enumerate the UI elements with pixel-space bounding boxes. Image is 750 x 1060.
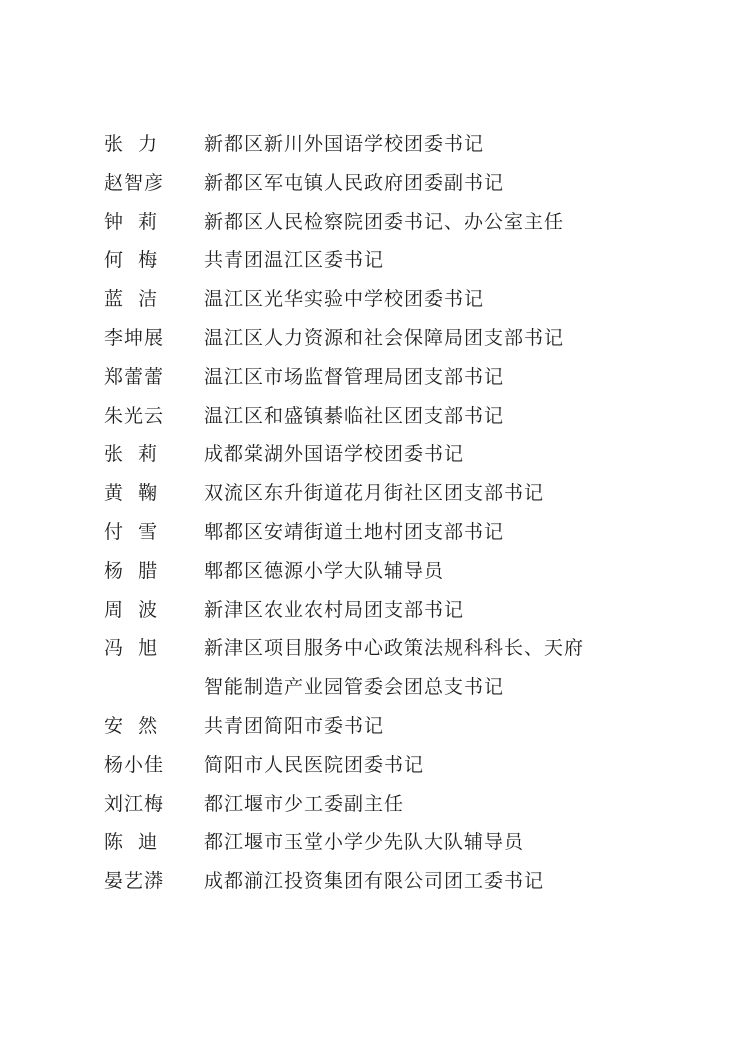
person-role — [204, 435, 594, 474]
role-text: 新都区军屯镇人民政府团委副书记 — [204, 171, 505, 194]
person-name: 李坤展 — [104, 326, 165, 349]
person-name: 何 梅 — [104, 249, 159, 272]
person-name: 安 然 — [104, 714, 159, 737]
person-role — [204, 397, 594, 436]
person-name: 钟 莉 — [104, 210, 159, 233]
list-item — [104, 280, 704, 319]
list-item — [104, 319, 704, 358]
person-name: 赵智彦 — [104, 171, 165, 194]
list-item — [104, 591, 704, 630]
person-role — [204, 474, 594, 513]
role-text: 都江堰市少工委副主任 — [204, 792, 405, 815]
person-name: 郑蕾蕾 — [104, 365, 165, 388]
person-role — [204, 164, 594, 203]
role-text-continuation: 智能制造产业园管委会团总支书记 — [204, 676, 505, 699]
role-text: 双流区东升街道花月街社区团支部书记 — [204, 482, 545, 505]
person-name: 杨 腊 — [104, 559, 159, 582]
person-name: 黄 鞠 — [104, 482, 159, 505]
list-item — [104, 203, 704, 242]
role-text: 都江堰市玉堂小学少先队大队辅导员 — [204, 831, 525, 854]
person-role — [204, 552, 594, 591]
person-name: 刘江梅 — [104, 792, 165, 815]
person-role — [204, 241, 594, 280]
role-text: 新都区新川外国语学校团委书记 — [204, 133, 485, 155]
role-text: 郫都区德源小学大队辅导员 — [204, 559, 445, 582]
person-role — [204, 203, 594, 242]
role-text: 简阳市人民医院团委书记 — [204, 753, 425, 776]
person-role — [204, 280, 594, 319]
person-role — [204, 823, 594, 862]
list-item — [104, 397, 704, 436]
person-name: 付 雪 — [104, 520, 159, 543]
list-item — [104, 629, 704, 707]
person-name: 张 力 — [104, 133, 159, 155]
person-role — [204, 513, 594, 552]
list-item — [104, 552, 704, 591]
list-item — [104, 358, 704, 397]
role-text: 新津区农业农村局团支部书记 — [204, 598, 465, 621]
person-name: 杨小佳 — [104, 753, 165, 776]
person-role — [204, 125, 594, 164]
list-item — [104, 125, 704, 164]
person-name: 周 波 — [104, 598, 159, 621]
role-text: 温江区市场监督管理局团支部书记 — [204, 365, 505, 388]
list-item — [104, 164, 704, 203]
role-text: 新津区项目服务中心政策法规科科长、天府 — [204, 637, 585, 660]
person-role — [204, 629, 594, 707]
person-role — [204, 862, 594, 901]
person-role — [204, 319, 594, 358]
list-item — [104, 513, 704, 552]
person-name: 晏艺漭 — [104, 870, 165, 893]
name-list — [104, 125, 704, 901]
person-role — [204, 358, 594, 397]
role-text: 郫都区安靖街道土地村团支部书记 — [204, 520, 505, 543]
person-role — [204, 707, 594, 746]
list-item — [104, 746, 704, 785]
person-role — [204, 746, 594, 785]
person-role — [204, 785, 594, 824]
list-item — [104, 241, 704, 280]
person-name: 冯 旭 — [104, 637, 159, 660]
list-item — [104, 823, 704, 862]
role-text: 成都棠湖外国语学校团委书记 — [204, 443, 465, 466]
role-text: 成都湔江投资集团有限公司团工委书记 — [204, 870, 545, 893]
role-text: 共青团简阳市委书记 — [204, 714, 385, 737]
list-item — [104, 707, 704, 746]
list-item — [104, 474, 704, 513]
person-name: 陈 迪 — [104, 831, 159, 854]
list-item — [104, 862, 704, 901]
list-item — [104, 435, 704, 474]
role-text: 温江区和盛镇綦临社区团支部书记 — [204, 404, 505, 427]
role-text: 新都区人民检察院团委书记、办公室主任 — [204, 210, 565, 233]
person-role — [204, 591, 594, 630]
list-item — [104, 785, 704, 824]
person-name: 朱光云 — [104, 404, 165, 427]
role-text: 温江区光华实验中学校团委书记 — [204, 288, 485, 311]
person-name: 蓝 洁 — [104, 288, 159, 311]
role-text: 共青团温江区委书记 — [204, 249, 385, 272]
role-text: 温江区人力资源和社会保障局团支部书记 — [204, 326, 565, 349]
person-name: 张 莉 — [104, 443, 159, 466]
